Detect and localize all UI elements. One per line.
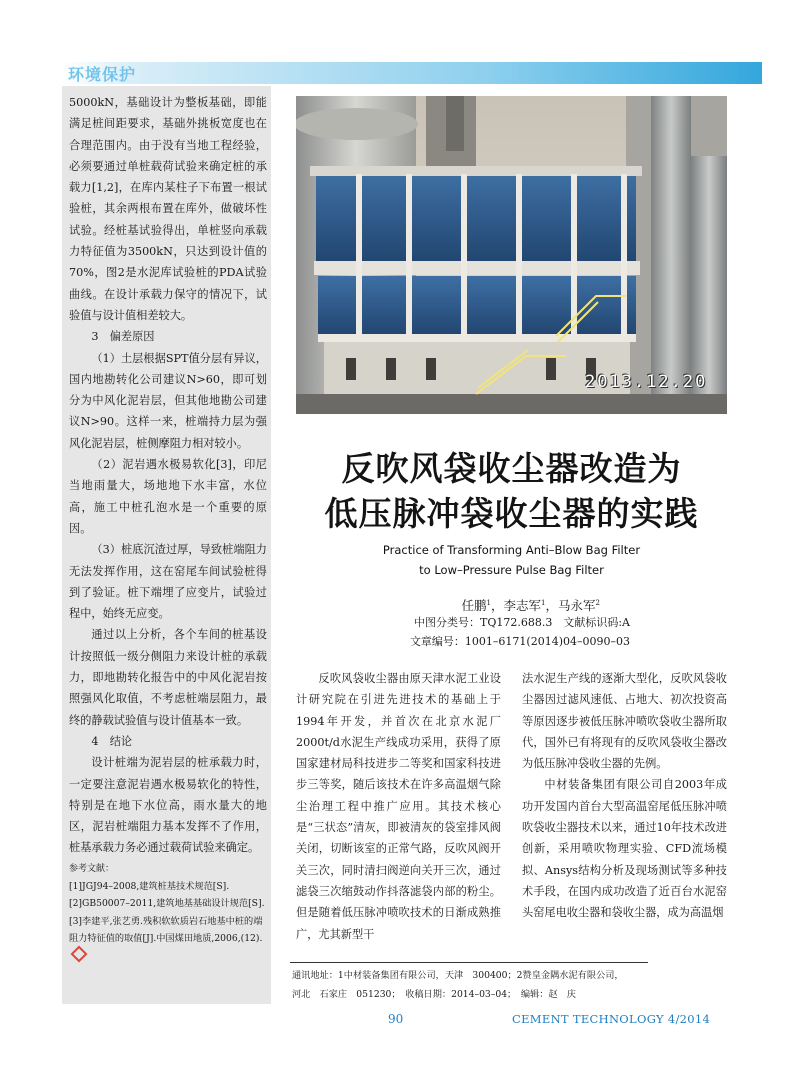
- bag-filter-photo: [296, 96, 727, 414]
- references-heading: 参考文献：: [69, 863, 115, 874]
- left-column: [62, 86, 271, 1004]
- article-title-line2: 低压脉冲袋收尘器的实践: [324, 494, 699, 533]
- author-separator: ，: [491, 598, 504, 614]
- footnote: [292, 966, 732, 1004]
- body-paragraph: （3）桩底沉渣过厚，导致桩端阻力无法发挥作用，这在窑尾车间试验桩得到了验证。桩下端埋了应变片，试验过程中，始终无应变。: [69, 543, 267, 621]
- article-number: 文章编号：1001–6171(2014)04–0090–03: [409, 635, 630, 648]
- footnote-address: 通讯地址：1中材装备集团有限公司，天津 300400；2赞皇金隅水泥有限公司，: [292, 970, 624, 981]
- body-column-right: [522, 668, 727, 924]
- article-title: [296, 446, 727, 536]
- author-name: 任鹏: [461, 598, 487, 614]
- footnote-divider: [290, 962, 648, 963]
- footnote-dates: 河北 石家庄 051230； 收稿日期：2014–03–04； 编辑：赵 庆: [292, 989, 576, 1000]
- body-paragraph: 中材装备集团有限公司自2003年成功开发国内首台大型高温窑尾低压脉冲喷吹袋收尘器技术以来，通过10年技术改进创新，采用喷吹物理实验、CFD流场模拟、Ansys结构分析及现场测试等多种技术手段，在国内成功改造了近百台水泥窑头窑尾电收尘器和袋收尘器，成为高温烟: [522, 778, 727, 920]
- body-paragraph: （2）泥岩遇水极易软化[3]，印尼当地雨量大，场地地下水丰富，水位高，施工中桩孔泡水是一个重要的原因。: [69, 458, 267, 535]
- body-paragraph: 反吹风袋收尘器由原天津水泥工业设计研究院在引进先进技术的基础上于1994年开发，并首次在北京水泥厂2000t/d水泥生产线成功采用，获得了原国家建材局科技进步二等奖和国家科技进步三等奖，随后该技术在许多高温烟气除尘治理工程中推广应用。其技术核心是“三状态”清灰，即被清灰的袋室排风阀关闭，切断该室的正常气路，反吹风阀开关三次，同时清扫阀逆向关开三次，通过滤袋三次缩鼓动作抖落滤袋内部的粉尘。但是随着低压脉冲喷吹技术的日渐成熟推广，尤其新型干: [296, 672, 501, 941]
- article-metadata: [296, 613, 630, 651]
- page-number: 90: [388, 1012, 404, 1026]
- classification-number: 中图分类号：TQ172.688.3 文献标识码:A: [414, 616, 630, 629]
- section-header-band: [62, 62, 762, 84]
- author-separator: ，: [545, 598, 559, 614]
- english-title-line2: to Low–Pressure Pulse Bag Filter: [419, 563, 604, 577]
- author-name: 马永军: [558, 598, 596, 614]
- body-paragraph: 法水泥生产线的逐渐大型化，反吹风袋收尘器因过滤风速低、占地大、初次投资高等原因逐步被低压脉冲喷吹袋收尘器所取代，国外已有将现有的反吹风袋收尘器改为低压脉冲袋收尘器的先例。: [522, 672, 727, 771]
- affiliation-mark: 1: [486, 599, 491, 607]
- body-column-left: [296, 668, 501, 945]
- article-title-line1: 反吹风袋收尘器改造为: [341, 449, 682, 488]
- section-heading: 4 结论: [91, 734, 133, 748]
- body-paragraph: 通过以上分析，各个车间的桩基设计按照低一级分侧阻力来设计桩的承载力，即地勘转化报告中的中风化泥岩按照强风化取值，不考虑桩端层阻力，最终的静载试验值与设计值基本一致。: [69, 628, 267, 727]
- section-header-title: 环境保护: [68, 65, 137, 84]
- reference-text: [3]李建平,张艺勇.残积软软质岩石地基中桩的端阻力特征值的取值[J].中国煤田地质,2006,(12).: [69, 915, 263, 945]
- reference-item: [2]GB50007–2011,建筑地基基础设计规范[S].: [69, 898, 265, 910]
- author-line: [296, 594, 600, 615]
- section-heading: 3 偏差原因: [91, 330, 155, 344]
- english-title: [296, 540, 727, 580]
- journal-name: CEMENT TECHNOLOGY 4/2014: [512, 1012, 711, 1026]
- body-paragraph: 设计桩端为泥岩层的桩承载力时，一定要注意泥岩遇水极易软化的特性，特别是在地下水位高，雨水量大的地区，泥岩桩端阻力基本发挥不了作用，桩基承载力务必通过载荷试验来确定。: [69, 756, 267, 855]
- author-name: 李志军: [503, 598, 542, 614]
- affiliation-mark: 2: [595, 599, 600, 607]
- affiliation-mark: 1: [541, 599, 546, 607]
- reference-item: [69, 913, 267, 966]
- end-mark-icon: [71, 945, 88, 962]
- body-paragraph: （1）土层根据SPT值分层有异议，国内地勘转化公司建议N>60，即可划分为中风化泥岩层，但其他地勘公司建议N>90。这样一来，桩端持力层为强风化泥岩层，桩侧摩阻力相对较小。: [69, 351, 267, 450]
- photo-date-stamp: 2013.12.20: [585, 372, 708, 392]
- body-paragraph: 5000kN，基础设计为整板基础，即能满足桩间距要求，基础外挑板宽度也在合理范围内。由于没有当地工程经验，必须要通过单桩载荷试验来确定桩的承载力[1,2]，在库内某柱子下布置一根试验桩，其余两根布置在库外，做破坏性试验。经桩基试验得出，单桩竖向承载力特征值为3500kN，只达到设计值的70%，图2是水泥库试验桩的PDA试验曲线。在设计承载力保守的情况下，试验值与设计值相差较大。: [69, 96, 267, 322]
- reference-item: [1]JGJ94–2008,建筑桩基技术规范[S].: [69, 880, 230, 892]
- english-title-line1: Practice of Transforming Anti–Blow Bag Filter: [382, 543, 641, 557]
